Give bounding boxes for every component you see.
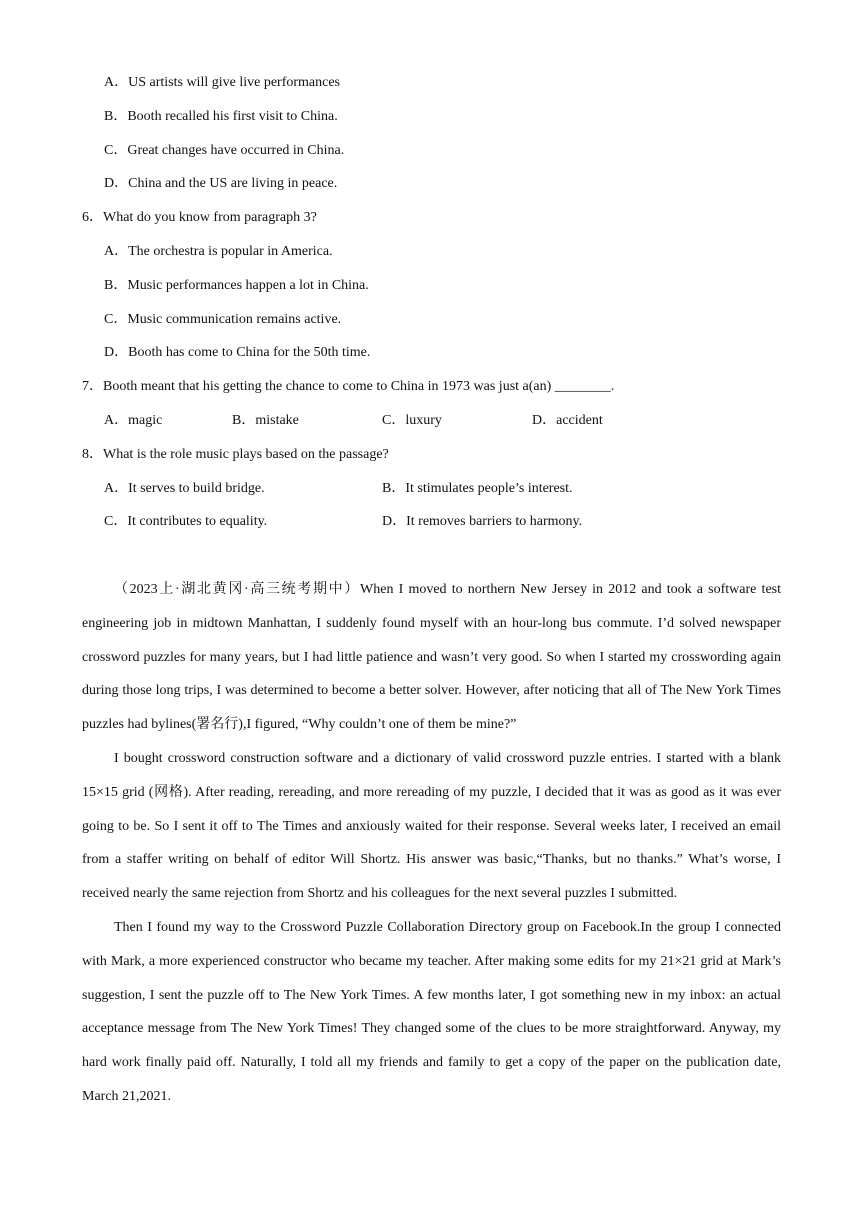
q5-option-a: A．US artists will give live performances [104,75,341,90]
q7-option-d: D．accident [532,413,603,428]
q6-option-d: D．Booth has come to China for the 50th time. [104,345,371,360]
q5-option-d: D．China and the US are living in peace. [104,176,338,191]
q7-stem: 7．Booth meant that his getting the chance to come to China in 1973 was just a(an) ________. [82,379,615,394]
q7-option-a: A．magic [104,413,163,428]
q5-option-c: C．Great changes have occurred in China. [104,143,345,158]
q6-option-c: C．Music communication remains active. [104,312,342,327]
q8-option-c: C．It contributes to equality. [104,514,268,529]
passage-paragraph-3: Then I found my way to the Crossword Puzzle Collaboration Directory group on Facebook.In the group I connected with Mark, a more experienced constructor who became my teacher. After making some edits for my 21×21 grid at Mark’s suggestion, I sent the puzzle off to The New York Times. A few months later, I got something new in my inbox: an actual acceptance message from The New York Times! They changed some of the clues to be more straightforward. Anyway, my hard work finally paid off. Naturally, I told all my friends and family to get a copy of the paper on the publication date, March 21,2021. [82,919,781,1104]
q5-option-b: B．Booth recalled his first visit to China. [104,109,338,124]
q8-option-d: D．It removes barriers to harmony. [382,514,583,529]
q8-stem: 8．What is the role music plays based on the passage? [82,447,389,462]
q8-option-b: B．It stimulates people’s interest. [382,481,573,496]
reading-passage [82,573,781,1114]
q6-option-a: A．The orchestra is popular in America. [104,244,333,259]
passage-paragraph-2: I bought crossword construction software and a dictionary of valid crossword puzzle entries. I started with a blank 15×15 grid (网格). After reading, rereading, and more rereading of my puzzle, I decided that it was as good as it was ever going to be. So I sent it off to The Times and anxiously waited for their response. Several weeks later, I received an email from a staffer writing on behalf of editor Will Shortz. His answer was basic,“Thanks, but no thanks.” What’s worse, I received nearly the same rejection from Shortz and his colleagues for the next several puzzles I submitted. [82,750,781,902]
passage-paragraph-1: （2023上·湖北黄冈·高三统考期中）When I moved to northern New Jersey in 2012 and took a software test engineering job in midtown Manhattan, I suddenly found myself with an hour-long bus commute. I’d solved newspaper crossword puzzles for many years, but I had little patience and wasn’t very good. So when I started my crosswording again during those long trips, I was determined to become a better solver. However, after noticing that all of The New York Times puzzles had bylines(署名行),I figured, “Why couldn’t one of them be mine?” [82,582,781,733]
q8-option-a: A．It serves to build bridge. [104,481,265,496]
q6-stem: 6．What do you know from paragraph 3? [82,210,317,225]
q7-option-c: C．luxury [382,413,442,428]
q6-option-b: B．Music performances happen a lot in China. [104,278,369,293]
q7-option-b: B．mistake [232,413,299,428]
